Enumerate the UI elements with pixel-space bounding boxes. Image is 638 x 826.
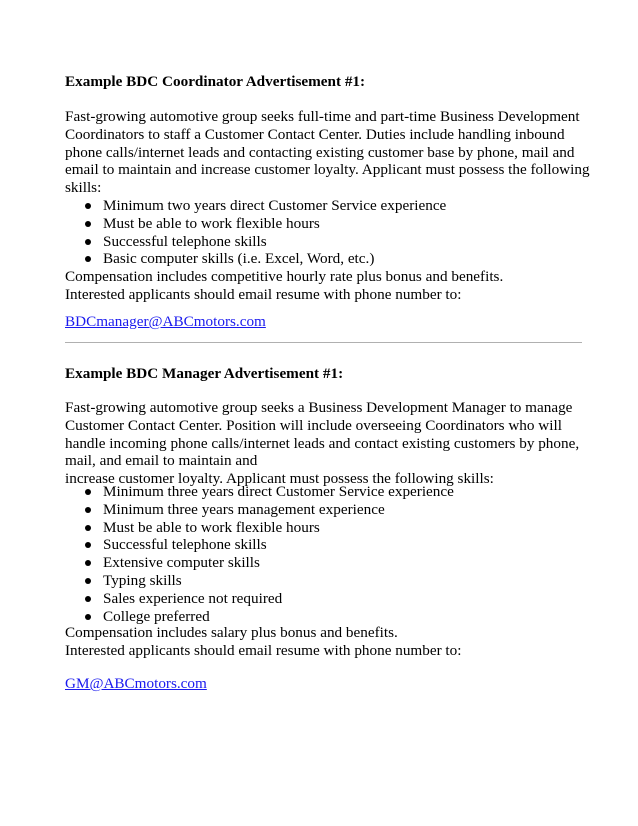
bullet-icon [85, 221, 91, 227]
skill-text: Typing skills [103, 571, 182, 589]
bullet-icon [85, 239, 91, 245]
bullet-icon [85, 203, 91, 209]
list-item [65, 554, 454, 572]
bullet-icon [85, 525, 91, 531]
skill-text: Basic computer skills (i.e. Excel, Word, etc.) [103, 250, 375, 268]
skill-text: Successful telephone skills [103, 536, 267, 554]
bullet-icon [85, 614, 91, 620]
intro-line: mail, and email to maintain and [65, 452, 258, 470]
skill-text: Minimum three years direct Customer Service experience [103, 483, 454, 500]
skill-text: Must be able to work flexible hours [103, 214, 320, 232]
list-item [65, 608, 454, 626]
list-item [65, 501, 454, 519]
bullet-icon [85, 560, 91, 566]
compensation-text: Compensation includes competitive hourly rate plus bonus and benefits. [65, 268, 504, 285]
coordinator-ad-closing [65, 268, 585, 304]
skill-text: Minimum three years management experience [103, 500, 385, 518]
skill-text: Sales experience not required [103, 589, 283, 607]
intro-line: increase customer loyalty. Applicant must possess the following skills: [65, 470, 494, 488]
bullet-icon [85, 596, 91, 602]
list-item [65, 572, 454, 590]
intro-line: Fast-growing automotive group seeks a Business Development Manager to manage [65, 399, 573, 416]
coordinator-ad-intro [65, 108, 590, 197]
list-item [65, 233, 446, 251]
list-item [65, 483, 454, 501]
bullet-icon [85, 578, 91, 584]
manager-ad-closing [65, 624, 585, 660]
intro-line: Coordinators to staff a Customer Contact Center. Duties include handling inbound [65, 125, 565, 143]
list-item [65, 519, 454, 537]
list-item [65, 590, 454, 608]
bullet-icon [85, 507, 91, 513]
intro-line: handle incoming phone calls/internet leads and contact existing customers by phone, [65, 434, 580, 452]
coordinator-skills-list [65, 197, 446, 268]
skill-text: Must be able to work flexible hours [103, 518, 320, 536]
manager-ad-heading: Example BDC Manager Advertisement #1: [65, 365, 344, 382]
bullet-icon [85, 256, 91, 262]
skill-text: Extensive computer skills [103, 554, 260, 572]
manager-email-link[interactable]: GM@ABCmotors.com [65, 675, 207, 692]
skill-text: College preferred [103, 607, 210, 625]
coordinator-ad-heading: Example BDC Coordinator Advertisement #1: [65, 73, 366, 90]
contact-instructions: Interested applicants should email resume with phone number to: [65, 285, 462, 303]
skill-text: Minimum two years direct Customer Service experience [103, 197, 447, 214]
coordinator-email-link[interactable]: BDCmanager@ABCmotors.com [65, 313, 266, 330]
list-item [65, 197, 446, 215]
list-item [65, 215, 446, 233]
intro-line: skills: [65, 179, 102, 197]
list-item [65, 536, 454, 554]
intro-line: email to maintain and increase customer loyalty. Applicant must possess the following [65, 161, 590, 179]
section-divider [65, 342, 582, 343]
manager-skills-list [65, 483, 454, 625]
bullet-icon [85, 489, 91, 495]
list-item [65, 250, 446, 268]
contact-instructions: Interested applicants should email resume with phone number to: [65, 641, 462, 659]
compensation-text: Compensation includes salary plus bonus and benefits. [65, 624, 398, 641]
intro-line: Fast-growing automotive group seeks full-time and part-time Business Development [65, 108, 580, 125]
intro-line: phone calls/internet leads and contacting existing customer base by phone, mail and [65, 143, 575, 161]
bullet-icon [85, 542, 91, 548]
skill-text: Successful telephone skills [103, 232, 267, 250]
intro-line: Customer Contact Center. Position will include overseeing Coordinators who will [65, 416, 562, 434]
manager-ad-intro [65, 399, 585, 488]
